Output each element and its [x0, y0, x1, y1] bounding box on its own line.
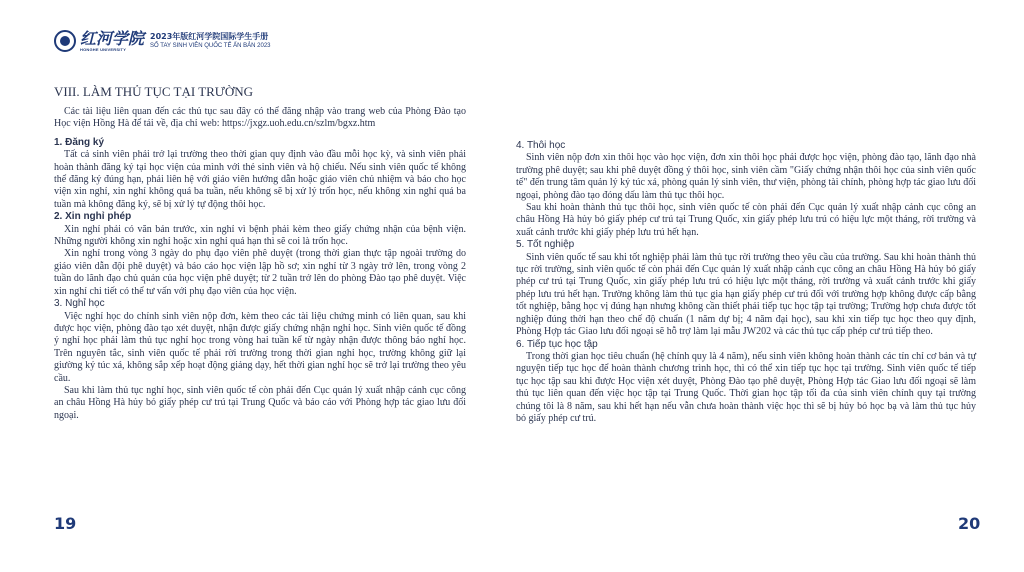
paragraph: Tất cả sinh viên phải trở lại trường theo thời gian quy định vào đầu mỗi học kỳ, và sinh viên phải hoàn thành đăng ký tại học viện của mình với thẻ sinh viên và hộ chiếu. Nếu sinh viên quốc tế không thể đăng ký đúng hạn, phải liên hệ với giáo viên hướng dẫn hoặc giáo viên chủ nhiệm và báo cho học viện xin nghỉ, xin nghỉ không quá ba tuần, nếu không sẽ bị xử lý trốn học, nếu không xin nghỉ quá ba tuần mà không đăng ký, sẽ bị xử lý tự động thôi học. [54, 149, 466, 210]
section-title: VIII. LÀM THỦ TỤC TẠI TRƯỜNG [54, 84, 254, 99]
handbook-title: 2023年版红河学院国际学生手册 [150, 32, 269, 41]
heading-leave: 2. Xin nghỉ phép [54, 211, 132, 223]
header-text-block [150, 32, 270, 50]
heading-suspension: 3. Nghỉ học [54, 298, 105, 310]
paragraph: Xin nghỉ phải có văn bản trước, xin nghỉ vì bệnh phải kèm theo giấy chứng nhận của bệnh viện. Những người không xin nghỉ hoặc xin nghỉ quá hạn thì sẽ coi là trốn học. [54, 223, 466, 248]
handbook-subtitle: SỔ TAY SINH VIÊN QUỐC TẾ ẤN BẢN 2023 [150, 43, 271, 49]
paragraph: Việc nghỉ học do chính sinh viên nộp đơn, kèm theo các tài liệu chứng minh có liên quan, sau khi được học viện, phòng đào tạo xét duyệt, nhận được giấy chứng nhận nghỉ học. Sinh viên quốc tế đồng ý nghỉ học phải làm thủ tục nghỉ học trong vòng hai tuần kể từ ngày nhận được thông báo nghỉ học. Trên nguyên tắc, sinh viên quốc tế phải rời trường trong thời gian nghỉ học, trường không giữ lại giường ký túc xá, không sắp xếp hoạt động giảng dạy, hết thời gian nghỉ học sẽ trở lại trường theo yêu cầu. [54, 310, 466, 384]
heading-continued-study: 6. Tiếp tục học tập [516, 338, 598, 350]
heading-withdrawal: 4. Thôi học [516, 140, 566, 151]
heading-registration: 1. Đăng ký [54, 136, 105, 148]
logo-script-text: 红河学院 [80, 28, 145, 48]
paragraph: Sau khi làm thủ tục nghỉ học, sinh viên quốc tế còn phải đến Cục quản lý xuất nhập cảnh cục công an châu Hồng Hà hủy bỏ giấy phép cư trú tại Trung Quốc và báo cáo với Phòng hợp tác giao lưu đối ngoại. [54, 384, 466, 421]
paragraph: Xin nghỉ trong vòng 3 ngày do phụ đạo viên phê duyệt (trong thời gian thực tập ngoài trường do giáo viên dẫn đội phê duyệt) và báo cáo học viện lập hồ sơ; xin nghỉ từ 3 ngày trở lên, trong vòng 2 tuần do lãnh đạo chủ quản của học viện phê duyệt; từ 2 tuần trở lên do phòng Đào tạo phê duyệt. Việc xin nghỉ chi tiết có thể tư vấn với phụ đạo viên của học viện. [54, 248, 466, 297]
page-header [54, 28, 454, 54]
paragraph: Sau khi hoàn thành thủ tục thôi học, sinh viên quốc tế còn phải đến Cục quản lý xuất nhập cảnh cục công an châu Hồng Hà hủy bỏ giấy phép cư trú tại Trung Quốc, xin giấy phép lưu trú có hiệu lực một tháng, rời trường và xuất cảnh trước khi giấy phép lưu trú hết hạn. [516, 202, 976, 238]
paragraph: Sinh viên quốc tế sau khi tốt nghiệp phải làm thủ tục rời trường theo yêu cầu của trường. Sau khi hoàn thành thủ tục rời trường, sinh viên quốc tế còn phải đến Cục quản lý xuất nhập cảnh cục công an châu Hồng Hà hủy bỏ giấy phép cư trú tại Trung Quốc, xin giấy phép lưu trú có hiệu lực một tháng, rời trường và xuất cảnh trước khi giấy phép lưu trú hết hạn. Trường không làm thủ tục gia hạn giấy phép cư trú đối với trường hợp không được cấp bằng tốt nghiệp, bằng học vị đúng hạn nhưng không cần thiết phải tiếp tục học tập tại trường; Trường hợp chưa được tốt nghiệp đúng thời hạn theo chế độ chuẩn (1 năm dự bị; 4 năm đại học), sau khi xin tiếp tục học theo quy định, Phòng Hợp tác Giao lưu đối ngoại sẽ hỗ trợ làm lại mẫu JW202 và các thủ tục cấp phép cư trú tiếp theo. [516, 251, 976, 338]
logo-english-text: HONGHE UNIVERSITY [80, 46, 127, 52]
heading-graduation: 5. Tốt nghiệp [516, 239, 575, 251]
university-seal-icon [54, 30, 76, 52]
page-number-right: 20 [958, 514, 981, 533]
intro-paragraph: Các tài liệu liên quan đến các thủ tục sau đây có thể đăng nhập vào trang web của Phòng Đào tạo Học viện Hồng Hà để tải về, địa chỉ web: https://jxgz.uoh.edu.cn/szlm/bgxz.htm [54, 106, 466, 130]
paragraph: Sinh viên nộp đơn xin thôi học vào học viện, đơn xin thôi học phải được học viện, phòng đào tạo, lãnh đạo nhà trường phê duyệt; sau khi phê duyệt đồng ý thôi học, sinh viên cầm "Giấy chứng nhận thôi học của sinh viên quốc tế" đến trung tâm quản lý ký túc xá, phòng quản lý sinh viên, thư viện, phòng tài chính, phòng hợp tác giao lưu đối ngoại, phòng đào tạo đóng dấu làm thủ tục thôi học. [516, 152, 976, 201]
right-page-column [516, 140, 976, 425]
university-logo [80, 28, 145, 52]
paragraph: Trong thời gian học tiêu chuẩn (hệ chính quy là 4 năm), nếu sinh viên không hoàn thành các tín chỉ cơ bản và tự nguyện tiếp tục học để hoàn thành chương trình học, thì có thể xin tiếp tục học tại trường. Sinh viên quốc tế tiếp tục học tập sau khi được Học viện xét duyệt, Phòng Đào tạo phê duyệt, Phòng Hợp tác Giao lưu đối ngoại sẽ làm thủ tục liên quan đến việc học tập tại Trung Quốc. Thời gian học tập tối đa của sinh viên chính quy tại trường chúng tôi là 8 năm, sau khi hết hạn nếu vẫn chưa hoàn thành việc học thì sẽ bị hủy bỏ học bạ và làm thủ tục hủy bỏ giấy phép cư trú. [516, 350, 976, 424]
page-number-left: 19 [54, 514, 77, 533]
left-page-column [54, 84, 466, 422]
